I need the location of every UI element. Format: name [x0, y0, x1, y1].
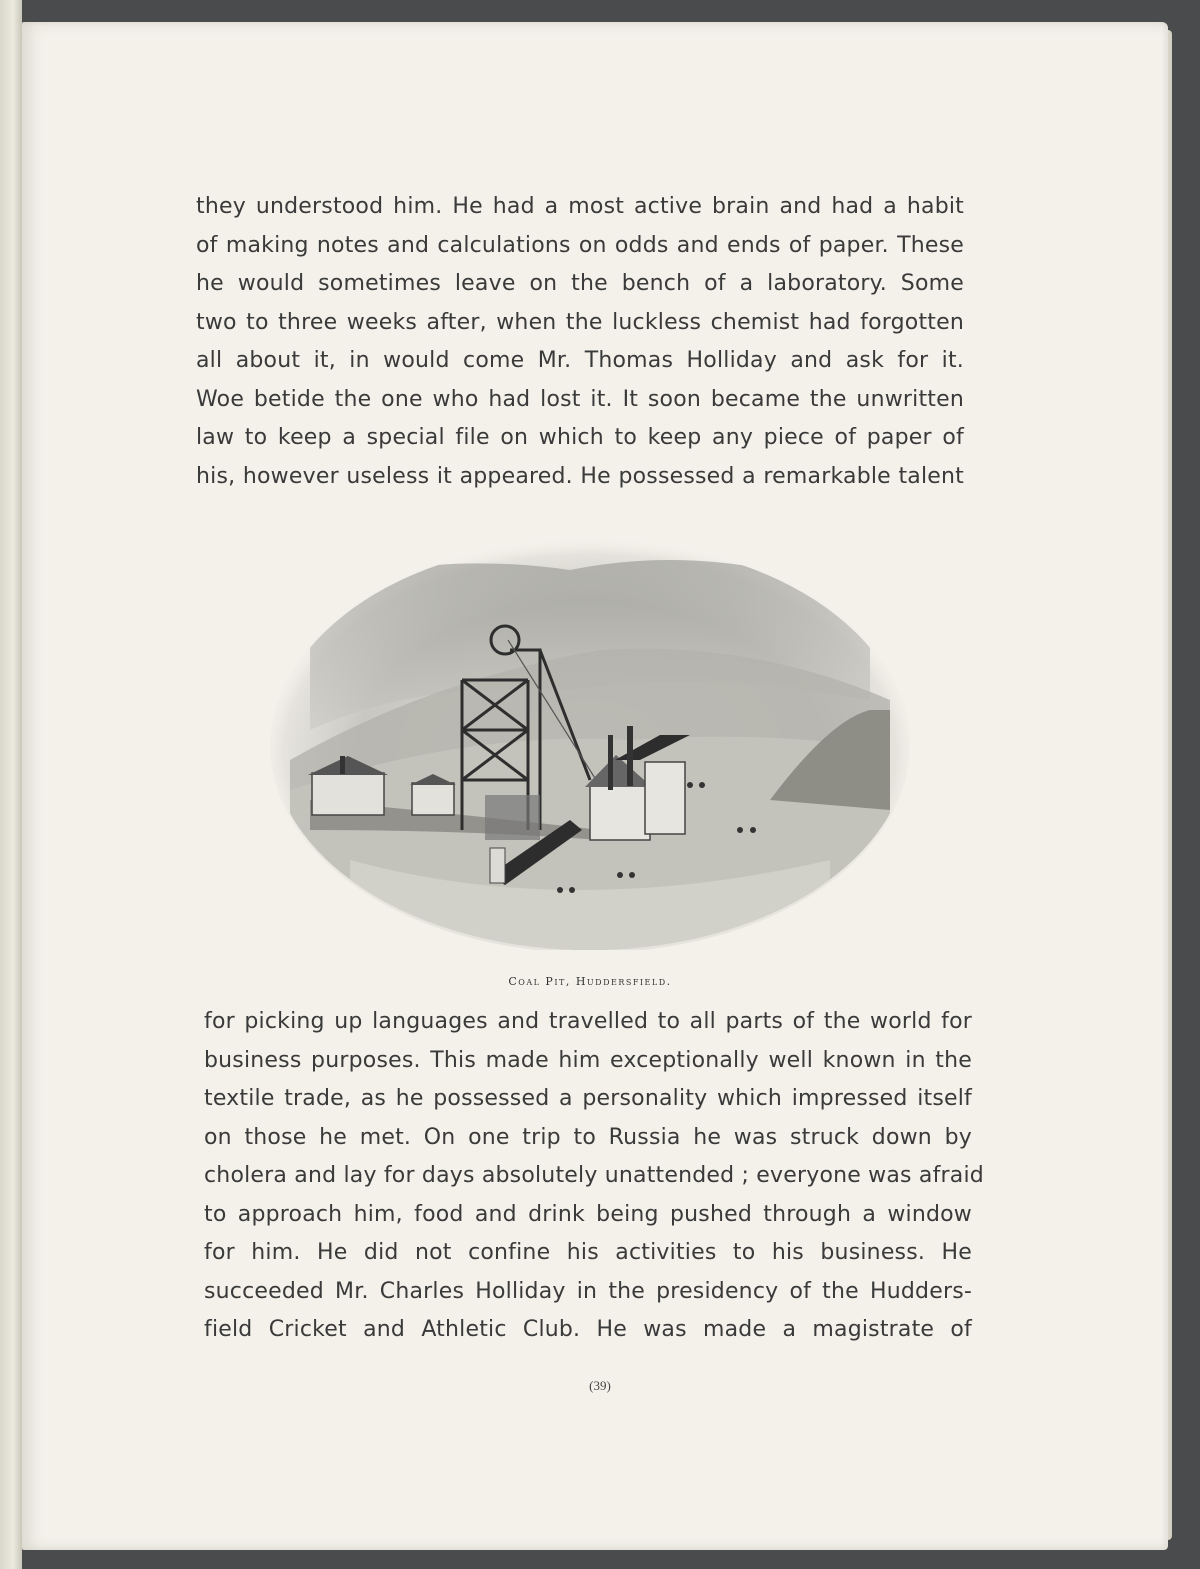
text-line: for picking up languages and travelled to all parts of the world for	[204, 1009, 972, 1034]
text-line: textile trade, as he possessed a personality which impressed itself	[204, 1086, 972, 1111]
text-line: field Cricket and Athletic Club. He was made a magistrate of	[204, 1317, 972, 1342]
paragraph-top	[196, 188, 964, 496]
text-line: of making notes and calculations on odds and ends of paper. These	[196, 232, 964, 258]
text-line: to approach him, food and drink being pushed through a window	[204, 1201, 972, 1227]
text-line: he would sometimes leave on the bench of a laboratory. Some	[196, 271, 964, 296]
coal-pit-illustration	[270, 530, 910, 950]
page-number: (39)	[589, 1378, 611, 1393]
text-line: for him. He did not confine his activities to his business. He	[204, 1240, 972, 1265]
text-line: cholera and lay for days absolutely unattended ; everyone was afraid	[204, 1163, 984, 1188]
facing-page-edge	[0, 0, 22, 1569]
text-line: his, however useless it appeared. He possessed a remarkable talent	[196, 463, 964, 489]
figure-caption: Coal Pit, Huddersfield.	[508, 975, 672, 988]
text-line: all about it, in would come Mr. Thomas Holliday and ask for it.	[196, 348, 964, 373]
text-line: business purposes. This made him exceptionally well known in the	[204, 1047, 972, 1073]
paragraph-bottom	[204, 1003, 984, 1350]
text-line: succeeded Mr. Charles Holliday in the presidency of the Hudders-	[204, 1278, 972, 1304]
text-line: on those he met. On one trip to Russia he was struck down by	[204, 1124, 972, 1150]
text-line: two to three weeks after, when the luckless chemist had forgotten	[196, 309, 964, 335]
text-line: law to keep a special file on which to keep any piece of paper of	[196, 425, 964, 450]
text-line: Woe betide the one who had lost it. It soon became the unwritten	[196, 386, 964, 412]
text-line: they understood him. He had a most active brain and had a habit	[196, 194, 964, 219]
